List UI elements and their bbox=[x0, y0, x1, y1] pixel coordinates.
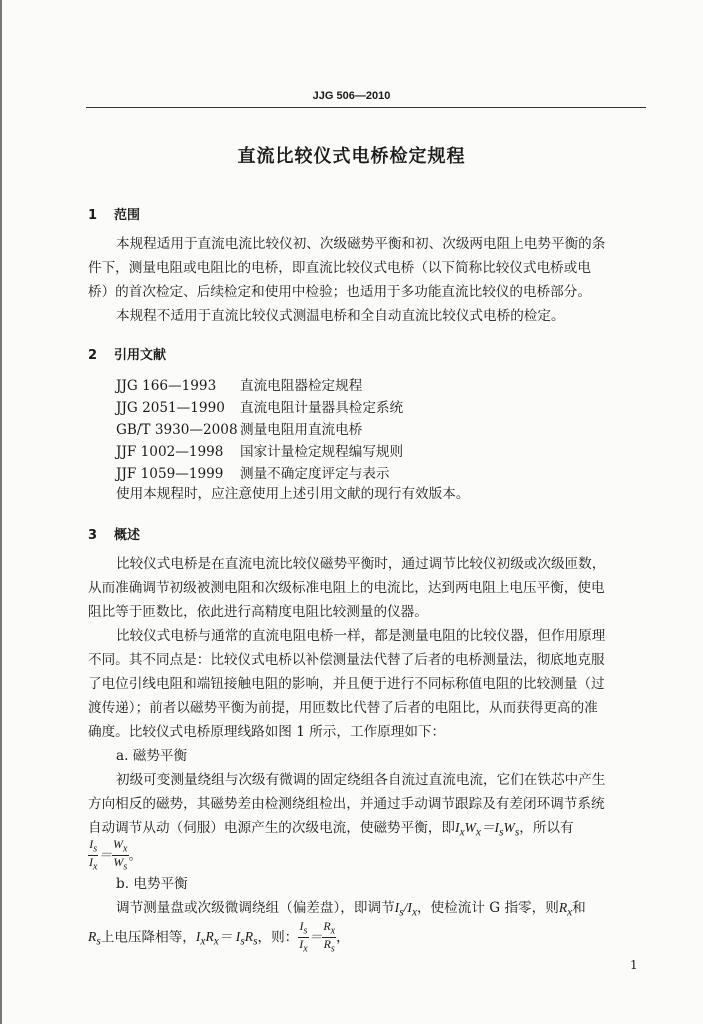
equation-trailing-text: ，所以有 bbox=[519, 820, 574, 836]
subsection-b-label: b. 电势平衡 bbox=[116, 876, 188, 892]
paragraph-line: 从而准确调节初级被测电阻和次级标准电阻上的电流比，达到两电阻上电压平衡，使电 bbox=[88, 580, 605, 596]
fraction-current: $\frac{I_s}{I_x}$ bbox=[89, 837, 98, 873]
section-1-heading bbox=[88, 204, 140, 223]
section-title: 范围 bbox=[114, 208, 141, 223]
page-title: 直流比较仪式电桥检定规程 bbox=[237, 146, 466, 167]
paragraph-line: 桥）的首次检定、后续检定和使用中检验；也适用于多功能直流比较仪的电桥部分。 bbox=[88, 284, 591, 300]
paragraph-line: 本规程不适用于直流比较仪式测温电桥和全自动直流比较仪式电桥的检定。 bbox=[116, 308, 565, 324]
paragraph-line: 件下，测量电阻或电阻比的电桥，即直流比较仪式电桥（以下简称比较仪式电桥或电 bbox=[88, 260, 591, 276]
equation-then-text: ，则： bbox=[257, 929, 299, 946]
reference-note: 使用本规程时，应注意使用上述引用文献的现行有效版本。 bbox=[116, 486, 470, 502]
equation-current-ratio-inline: $I_s/I_x$ bbox=[394, 900, 417, 919]
fraction-turns: $\frac{W_x}{W_s}$ bbox=[113, 837, 128, 873]
paragraph-line: 渡传递）；前者以磁势平衡为前提，用匝数比代替了后者的电阻比，从而获得更高的准 bbox=[88, 700, 598, 716]
reference-code: JJG 166—1993 bbox=[116, 378, 217, 394]
equation-ampere-turns: $I_xW_x=I_sW_s$ bbox=[455, 820, 520, 839]
page-number: 1 bbox=[630, 958, 638, 972]
paragraph-line: 初级可变测量绕组与次级有微调的固定绕组各自流过直流电流，它们在铁芯中产生 bbox=[116, 772, 606, 788]
header-rule bbox=[86, 107, 646, 108]
paragraph-line-equation: $R_s$上电压降相等，$I_xR_x= I_sR_s$，则： $\frac{I_s}{I_x}$ ＝ $\frac{R_x}{R_s}$ ， bbox=[88, 919, 350, 955]
subsection-a-label: a. 磁势平衡 bbox=[116, 748, 188, 764]
equation-lead-text: 调节测量盘或次级微调绕组（偏差盘），即调节 bbox=[116, 900, 395, 916]
symbol-rs: $R_s$ bbox=[88, 929, 101, 949]
reference-code: JJG 2051—1990 bbox=[116, 400, 225, 416]
equation-trailing-text: ，使检流计 G 指零，则 bbox=[416, 900, 559, 916]
equation-current-ratio: $\frac{I_s}{I_x}$ ＝ $\frac{W_x}{W_s}$ 。 bbox=[89, 837, 143, 873]
reference-item bbox=[116, 440, 403, 460]
reference-item bbox=[116, 462, 390, 482]
reference-code: GB/T 3930—2008 bbox=[116, 422, 238, 438]
reference-title: 测量电阻用直流电桥 bbox=[240, 422, 363, 438]
reference-item bbox=[116, 396, 403, 416]
fraction-resistance: $\frac{R_x}{R_s}$ bbox=[323, 919, 336, 955]
fraction-current: $\frac{I_s}{I_x}$ bbox=[299, 919, 308, 955]
reference-title: 直流电阻计量器具检定系统 bbox=[240, 400, 404, 416]
section-3-heading bbox=[88, 524, 140, 543]
reference-title: 测量不确定度评定与表示 bbox=[240, 466, 390, 482]
reference-code: JJF 1002—1998 bbox=[116, 444, 224, 460]
paragraph-line: 不同。其不同点是：比较仪式电桥以补偿测量法代替了后者的电桥测量法，彻底地克服 bbox=[88, 652, 605, 668]
reference-item bbox=[116, 374, 362, 394]
paragraph-line: 比较仪式电桥是在直流电流比较仪磁势平衡时，通过调节比较仪初级或次级匝数， bbox=[116, 556, 606, 572]
reference-title: 直流电阻器检定规程 bbox=[240, 378, 363, 394]
reference-code: JJF 1059—1999 bbox=[116, 466, 224, 482]
section-number: 3 bbox=[88, 528, 98, 543]
section-title: 概述 bbox=[114, 528, 141, 543]
paragraph-line: 阻比等于匝数比，依此进行高精度电阻比较测量的仪器。 bbox=[88, 604, 428, 620]
paragraph-line: 方向相反的磁势，其磁势差由检测绕组检出，并通过手动调节跟踪及有差闭环调节系统 bbox=[88, 796, 605, 812]
paragraph-line-equation: 调节测量盘或次级微调绕组（偏差盘），即调节$I_s/I_x$，使检流计 G 指零，则$R_x$和 bbox=[116, 900, 586, 919]
equation-lead-text: 自动调节从动（伺服）电源产生的次级电流，使磁势平衡，即 bbox=[88, 820, 456, 836]
running-header: JJG 506—2010 bbox=[312, 90, 391, 102]
reference-title: 国家计量检定规程编写规则 bbox=[240, 444, 404, 460]
paragraph-line: 本规程适用于直流电流比较仪初、次级磁势平衡和初、次级两电阻上电势平衡的条 bbox=[116, 236, 606, 252]
equation-mid-text: 上电压降相等， bbox=[100, 929, 196, 946]
section-number: 1 bbox=[88, 208, 98, 223]
symbol-rx: $R_x$ bbox=[558, 900, 573, 919]
paragraph-line: 了电位引线电阻和端钮接触电阻的影响，并且便于进行不同标称值电阻的比较测量（过 bbox=[88, 676, 605, 692]
paragraph-line: 确度。比较仪式电桥原理线路如图 1 所示，工作原理如下： bbox=[88, 724, 446, 740]
paragraph-line: 比较仪式电桥与通常的直流电阻电桥一样，都是测量电阻的比较仪器，但作用原理 bbox=[116, 628, 606, 644]
section-title: 引用文献 bbox=[114, 348, 167, 363]
section-number: 2 bbox=[88, 348, 98, 363]
equation-voltage-drop: $I_xR_x= I_sR_s$ bbox=[195, 929, 258, 949]
reference-item bbox=[116, 418, 362, 438]
section-2-heading bbox=[88, 344, 166, 363]
